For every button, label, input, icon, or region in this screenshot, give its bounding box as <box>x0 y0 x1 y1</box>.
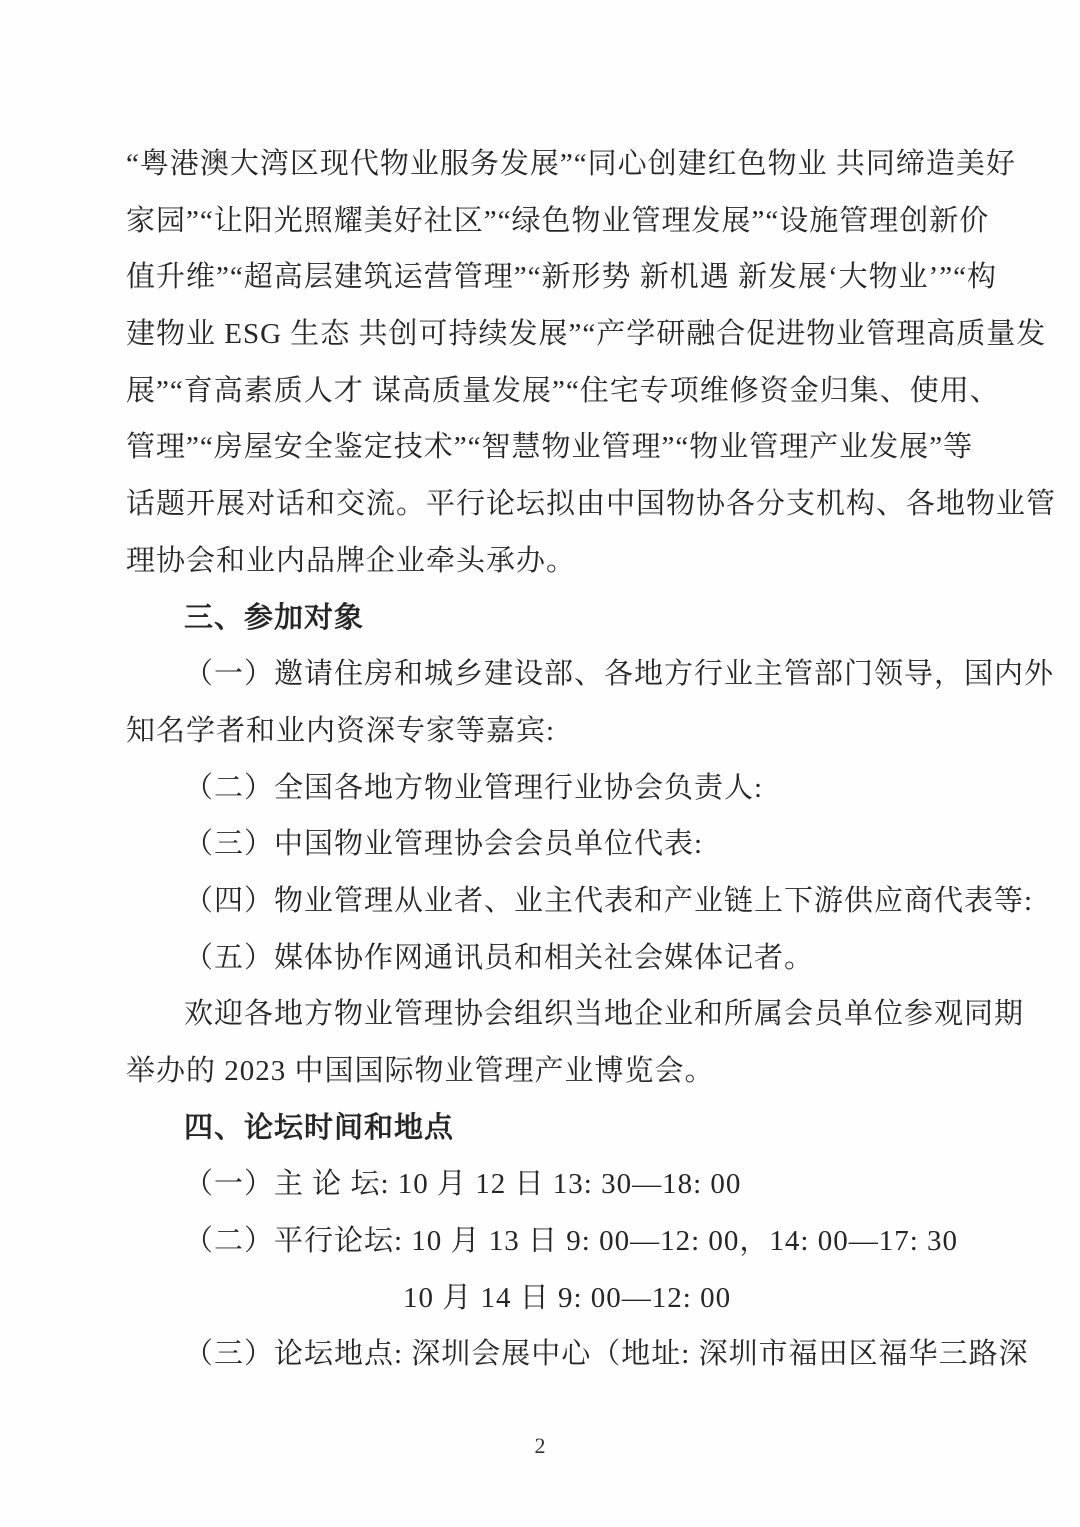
text-line: （四）物业管理从业者、业主代表和产业链上下游供应商代表等: <box>184 884 1034 917</box>
text-line: 家园”“让阳光照耀美好社区”“绿色物业管理发展”“设施管理创新价 <box>126 204 990 237</box>
text-line: 话题开展对话和交流。平行论坛拟由中国物协各分支机构、各地物业管 <box>126 488 1057 521</box>
text-line: （三）中国物业管理协会会员单位代表: <box>184 828 704 861</box>
text-line: 理协会和业内品牌企业牵头承办。 <box>126 544 577 577</box>
text-line: （三）论坛地点: 深圳会展中心（地址: 深圳市福田区福华三路深 <box>184 1338 1029 1371</box>
text-line: “粤港澳大湾区现代物业服务发展”“同心创建红色物业 共同缔造美好 <box>126 148 1016 180</box>
text-line: 知名学者和业内资深专家等嘉宾: <box>126 714 556 747</box>
document-body <box>126 136 1057 1383</box>
text-line: 欢迎各地方物业管理协会组织当地企业和所属会员单位参观同期 <box>184 998 1025 1031</box>
text-line: （五）媒体协作网通讯员和相关社会媒体记者。 <box>184 941 815 974</box>
text-line: 展”“育高素质人才 谋高质量发展”“住宅专项维修资金归集、使用、 <box>126 374 1000 407</box>
text-line: 值升维”“超高层建筑运营管理”“新形势 新机遇 新发展‘大物业’”“构 <box>126 261 998 294</box>
text-line: 举办的 2023 中国国际物业管理产业博览会。 <box>126 1055 715 1087</box>
text-line: 建物业 ESG 生态 共创可持续发展”“产学研融合促进物业管理高质量发 <box>126 318 1047 351</box>
section-heading: 四、论坛时间和地点 <box>184 1111 455 1144</box>
page-number: 2 <box>534 1433 546 1458</box>
text-line: 管理”“房屋安全鉴定技术”“智慧物业管理”“物业管理产业发展”等 <box>126 431 974 464</box>
text-line: 10 月 14 日 9: 00—12: 00 <box>403 1281 732 1314</box>
text-line: （一）邀请住房和城乡建设部、各地方行业主管部门领导，国内外 <box>184 658 1055 691</box>
section-heading: 三、参加对象 <box>184 601 365 634</box>
text-line: （二）全国各地方物业管理行业协会负责人: <box>184 771 764 804</box>
text-line: （二）平行论坛: 10 月 13 日 9: 00—12: 00，14: 00—17: 30 <box>184 1225 959 1258</box>
text-line: （一）主 论 坛: 10 月 12 日 13: 30—18: 00 <box>184 1168 742 1201</box>
